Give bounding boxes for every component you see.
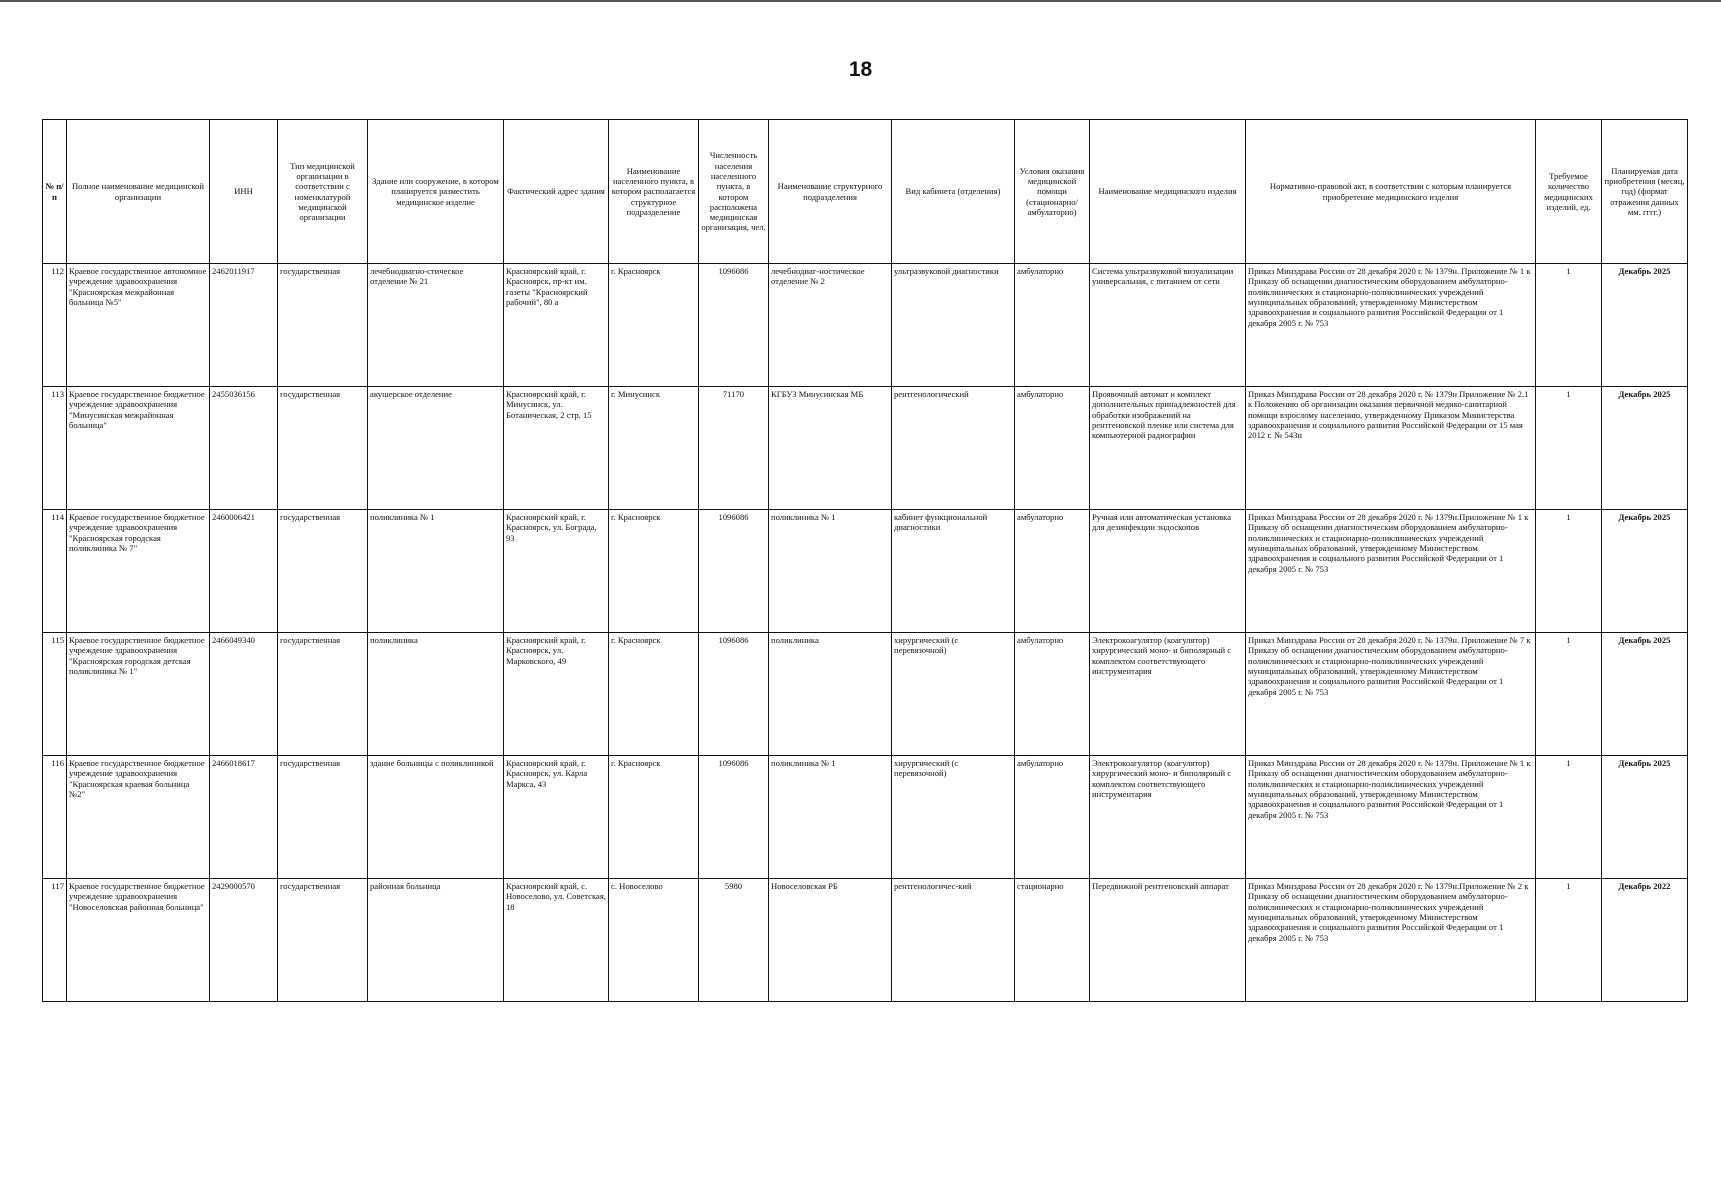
cell-cabinet: рентгенологичес-кий <box>892 879 1015 1002</box>
cell-cabinet: кабинет функциональной диагностики <box>892 510 1015 633</box>
cell-device: Проявочный автомат и комплект дополнительных принадлежностей для обработки изображений на рентгеновской пленке или система для компьютерной радиографии <box>1090 387 1246 510</box>
cell-inn: 2429000570 <box>210 879 278 1002</box>
cell-num: 113 <box>43 387 67 510</box>
col-header-act: Нормативно-правовой акт, в соответствии с которым планируется приобретение медицинского изделия <box>1246 120 1536 264</box>
cell-qty: 1 <box>1536 510 1602 633</box>
col-header-type: Тип медицинской организации в соответствии с номенклатурой медицинской организации <box>278 120 368 264</box>
cell-num: 116 <box>43 756 67 879</box>
cell-date: Декабрь 2025 <box>1602 510 1688 633</box>
cell-cabinet: хирургический (с перевязочной) <box>892 633 1015 756</box>
col-header-address: Фактический адрес здания <box>504 120 609 264</box>
cell-locality: г. Красноярск <box>609 756 699 879</box>
cell-num: 117 <box>43 879 67 1002</box>
cell-device: Электрокоагулятор (коагулятор) хирургический моно- и биполярный с комплектом соответствующего инструментария <box>1090 633 1246 756</box>
col-header-conditions: Условия оказания медицинской помощи (стационарно/ амбулаторно) <box>1015 120 1090 264</box>
equipment-table-container <box>42 119 1687 1002</box>
cell-date: Декабрь 2025 <box>1602 387 1688 510</box>
cell-type: государственная <box>278 387 368 510</box>
cell-address: Красноярский край, с. Новоселово, ул. Советская, 18 <box>504 879 609 1002</box>
cell-conditions: амбулаторно <box>1015 510 1090 633</box>
cell-inn: 2455036156 <box>210 387 278 510</box>
cell-qty: 1 <box>1536 264 1602 387</box>
cell-unit: поликлиника № 1 <box>769 510 892 633</box>
cell-inn: 2462011917 <box>210 264 278 387</box>
cell-building: акушерское отделение <box>368 387 504 510</box>
cell-date: Декабрь 2025 <box>1602 264 1688 387</box>
cell-cabinet: хирургический (с перевязочной) <box>892 756 1015 879</box>
cell-locality: г. Минусинск <box>609 387 699 510</box>
cell-locality: г. Красноярск <box>609 510 699 633</box>
cell-org: Краевое государственное автономное учреждение здравоохранения "Красноярская межрайонная больница №5" <box>67 264 210 387</box>
cell-act: Приказ Минздрава России от 28 декабря 2020 г. № 1379н Приложение № 2.1 к Положению об организации оказания первичной медико-санитарной помощи взрослому населению, утвержденному Приказом Министерства здравоохранения и социального развития Российской Федерации от 15 мая 2012 г. № 543н <box>1246 387 1536 510</box>
col-header-num: № п/п <box>43 120 67 264</box>
cell-inn: 2466049340 <box>210 633 278 756</box>
col-header-date: Планируемая дата приобретения (месяц, год) (формат отражения данных мм. гггг.) <box>1602 120 1688 264</box>
col-header-unit: Наименование структурного подразделения <box>769 120 892 264</box>
cell-building: лечебнодиагно-стическое отделение № 21 <box>368 264 504 387</box>
cell-unit: Новоселовская РБ <box>769 879 892 1002</box>
cell-conditions: амбулаторно <box>1015 633 1090 756</box>
col-header-org: Полное наименование медицинской организации <box>67 120 210 264</box>
equipment-table <box>42 119 1688 1002</box>
cell-num: 112 <box>43 264 67 387</box>
cell-unit: поликлиника № 1 <box>769 756 892 879</box>
cell-date: Декабрь 2025 <box>1602 756 1688 879</box>
cell-cabinet: ультразвуковой диагностики <box>892 264 1015 387</box>
cell-type: государственная <box>278 264 368 387</box>
cell-population: 1096086 <box>699 756 769 879</box>
cell-org: Краевое государственное бюджетное учреждение здравоохранения "Красноярская краевая больница №2" <box>67 756 210 879</box>
col-header-inn: ИНН <box>210 120 278 264</box>
page-number: 18 <box>848 58 873 81</box>
col-header-device: Наименование медицинского изделия <box>1090 120 1246 264</box>
col-header-cabinet: Вид кабинета (отделения) <box>892 120 1015 264</box>
cell-cabinet: рентгенологический <box>892 387 1015 510</box>
cell-org: Краевое государственное бюджетное учреждение здравоохранения "Красноярская городская детская поликлиника № 1" <box>67 633 210 756</box>
cell-qty: 1 <box>1536 387 1602 510</box>
cell-address: Красноярский край, г. Красноярск, ул. Бограда, 93 <box>504 510 609 633</box>
cell-num: 114 <box>43 510 67 633</box>
top-edge-rule <box>0 0 1721 2</box>
cell-qty: 1 <box>1536 879 1602 1002</box>
cell-unit: лечебнодиаг-ностическое отделение № 2 <box>769 264 892 387</box>
cell-building: поликлиника № 1 <box>368 510 504 633</box>
cell-unit: поликлиника <box>769 633 892 756</box>
cell-conditions: стационарно <box>1015 879 1090 1002</box>
cell-inn: 2460006421 <box>210 510 278 633</box>
cell-address: Красноярский край, г. Минусинск, ул. Ботаническая, 2 стр. 15 <box>504 387 609 510</box>
cell-act: Приказ Минздрава России от 28 декабря 2020 г. № 1379н.Приложение № 1 к Приказу об оснащении диагностическим оборудованием амбулаторно-поликлинических и стационарно-поликлинических учреждений муниципальных образований, утвержденному Министерством здравоохранения и социального развития Российской Федерации от 1 декабря 2005 г. № 753 <box>1246 510 1536 633</box>
cell-device: Электрокоагулятор (коагулятор) хирургический моно- и биполярный с комплектом соответствующего инструментария <box>1090 756 1246 879</box>
cell-population: 5980 <box>699 879 769 1002</box>
col-header-population: Численность населения населенного пункта, в котором расположена медицинская организация, чел. <box>699 120 769 264</box>
cell-act: Приказ Минздрава России от 28 декабря 2020 г. № 1379н.Приложение № 2 к Приказу об оснащении диагностическим оборудованием амбулаторно-поликлинических и стационарно-поликлинических учреждений муниципальных образований, утвержденному Министерством здравоохранения и социального развития Российской Федерации от 1 декабря 2005 г. № 753 <box>1246 879 1536 1002</box>
cell-address: Красноярский край, г. Красноярск, пр-кт им. газеты "Красноярский рабочий", 80 а <box>504 264 609 387</box>
cell-act: Приказ Минздрава России от 28 декабря 2020 г. № 1379н. Приложение № 7 к Приказу об оснащении диагностическим оборудованием амбулаторно-поликлинических и стационарно-поликлинических учреждений муниципальных образований, утвержденному Министерством здравоохранения и социального развития Российской Федерации от 1 декабря 2005 г. № 753 <box>1246 633 1536 756</box>
cell-device: Система ультразвуковой визуализации универсальная, с питанием от сети <box>1090 264 1246 387</box>
table-row <box>43 510 1688 633</box>
cell-act: Приказ Минздрава России от 28 декабря 2020 г. № 1379н. Приложение № 1 к Приказу об оснащении диагностическим оборудованием амбулаторно-поликлинических и стационарно-поликлинических учреждений муниципальных образований, утвержденному Министерством здравоохранения и социального развития Российской Федерации от 1 декабря 2005 г. № 753 <box>1246 264 1536 387</box>
cell-type: государственная <box>278 879 368 1002</box>
cell-inn: 2466018617 <box>210 756 278 879</box>
cell-conditions: амбулаторно <box>1015 264 1090 387</box>
table-row <box>43 756 1688 879</box>
cell-locality: г. Красноярск <box>609 633 699 756</box>
cell-address: Красноярский край, г. Красноярск, ул. Марковского, 49 <box>504 633 609 756</box>
cell-device: Передвижной рентгеновский аппарат <box>1090 879 1246 1002</box>
cell-date: Декабрь 2022 <box>1602 879 1688 1002</box>
table-row <box>43 633 1688 756</box>
cell-locality: г. Красноярск <box>609 264 699 387</box>
cell-qty: 1 <box>1536 756 1602 879</box>
cell-locality: с. Новоселово <box>609 879 699 1002</box>
cell-date: Декабрь 2025 <box>1602 633 1688 756</box>
cell-act: Приказ Минздрава России от 28 декабря 2020 г. № 1379н. Приложение № 1 к Приказу об оснащении диагностическим оборудованием амбулаторно-поликлинических и стационарно-поликлинических учреждений муниципальных образований, утвержденному Министерством здравоохранения и социального развития Российской Федерации от 1 декабря 2005 г. № 753 <box>1246 756 1536 879</box>
cell-population: 1096086 <box>699 633 769 756</box>
cell-population: 71170 <box>699 387 769 510</box>
cell-unit: КГБУЗ Минусинская МБ <box>769 387 892 510</box>
table-header-row <box>43 120 1688 264</box>
cell-population: 1096086 <box>699 510 769 633</box>
col-header-locality: Наименование населенного пункта, в котором располагается структурное подразделение <box>609 120 699 264</box>
cell-type: государственная <box>278 756 368 879</box>
cell-num: 115 <box>43 633 67 756</box>
table-row <box>43 387 1688 510</box>
cell-type: государственная <box>278 633 368 756</box>
cell-org: Краевое государственное бюджетное учреждение здравоохранения "Красноярская городская поликлиника № 7" <box>67 510 210 633</box>
cell-building: здание больницы с поликлиникой <box>368 756 504 879</box>
cell-building: районная больница <box>368 879 504 1002</box>
table-row <box>43 879 1688 1002</box>
table-row <box>43 264 1688 387</box>
cell-address: Красноярский край, г. Красноярск, ул. Карла Маркса, 43 <box>504 756 609 879</box>
cell-type: государственная <box>278 510 368 633</box>
cell-population: 1096086 <box>699 264 769 387</box>
cell-conditions: амбулаторно <box>1015 756 1090 879</box>
cell-org: Краевое государственное бюджетное учреждение здравоохранения "Новоселовская районная больница" <box>67 879 210 1002</box>
cell-qty: 1 <box>1536 633 1602 756</box>
cell-org: Краевое государственное бюджетное учреждение здравоохранения "Минусинская межрайонная больница" <box>67 387 210 510</box>
cell-device: Ручная или автоматическая установка для дезинфекции эндоскопов <box>1090 510 1246 633</box>
col-header-qty: Требуемое количество медицинских изделий, ед. <box>1536 120 1602 264</box>
cell-conditions: амбулаторно <box>1015 387 1090 510</box>
col-header-building: Здание или сооружение, в котором планируется разместить медицинское изделие <box>368 120 504 264</box>
cell-building: поликлиника <box>368 633 504 756</box>
